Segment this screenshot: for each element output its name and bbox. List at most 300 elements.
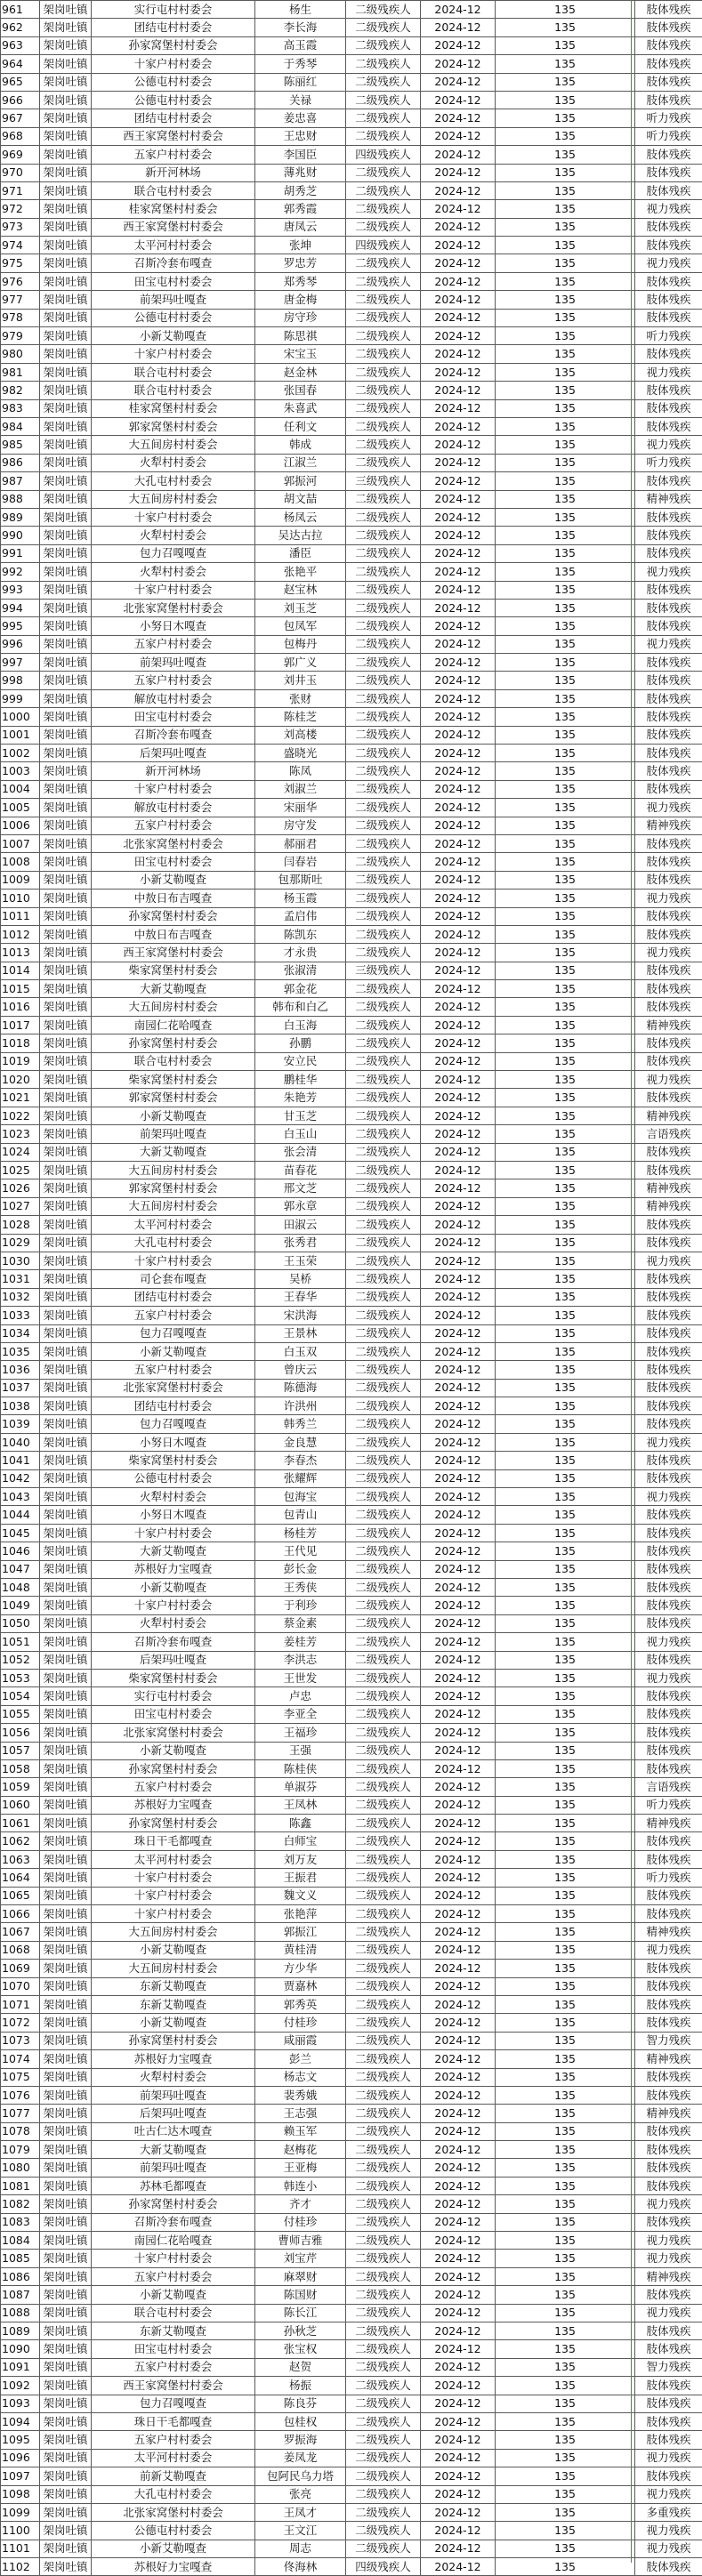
cell-index: 1079 [1,2141,40,2159]
cell-name: 房守发 [255,817,346,834]
cell-month: 2024-12 [421,2177,496,2194]
cell-town: 架岗吐镇 [40,1724,92,1742]
cell-amount: 135 [496,2431,635,2449]
cell-type: 精神残疾 [635,1016,702,1034]
cell-name: 于秀琴 [255,55,346,73]
cell-index: 1014 [1,962,40,979]
cell-index: 1066 [1,1905,40,1923]
cell-month: 2024-12 [421,1995,496,2013]
cell-type: 肢体残疾 [635,237,702,254]
cell-type: 肢体残疾 [635,1887,702,1904]
cell-town: 架岗吐镇 [40,36,92,54]
cell-index: 1087 [1,2286,40,2304]
cell-index: 1035 [1,1342,40,1360]
cell-index: 985 [1,436,40,454]
cell-type: 肢体残疾 [635,1850,702,1868]
cell-village: 团结屯村村委会 [92,19,255,36]
table-row [1,363,702,381]
table-row [1,907,702,925]
cell-type: 肢体残疾 [635,146,702,164]
cell-amount: 135 [496,2195,635,2213]
cell-village: 大五间房村村委会 [92,436,255,454]
cell-town: 架岗吐镇 [40,2141,92,2159]
cell-name: 张艳萍 [255,1905,346,1923]
cell-month: 2024-12 [421,454,496,471]
cell-name: 郭振河 [255,472,346,490]
cell-type: 视力残疾 [635,2485,702,2503]
cell-village: 孙家窝堡村村委会 [92,907,255,925]
cell-town: 架岗吐镇 [40,1270,92,1288]
cell-month: 2024-12 [421,1524,496,1542]
cell-index: 1045 [1,1524,40,1542]
cell-type: 精神残疾 [635,490,702,508]
cell-amount: 135 [496,2014,635,2032]
cell-amount: 135 [496,2304,635,2322]
cell-village: 孙家窝堡村村委会 [92,1034,255,1052]
cell-town: 架岗吐镇 [40,2395,92,2412]
cell-grade: 二级残疾人 [346,1778,421,1796]
cell-village: 郭家窝堡村村委会 [92,1179,255,1197]
cell-index: 1091 [1,2358,40,2376]
cell-amount: 135 [496,1850,635,1868]
cell-index: 1054 [1,1687,40,1705]
cell-type: 肢体残疾 [635,581,702,599]
cell-grade: 四级残疾人 [346,237,421,254]
cell-village: 珠日干毛都嘎查 [92,2412,255,2430]
cell-type: 言语残疾 [635,1778,702,1796]
cell-grade: 二级残疾人 [346,1288,421,1306]
cell-village: 田宝屯村村委会 [92,853,255,871]
cell-village: 柴家窝堡村村委会 [92,962,255,979]
cell-village: 小新艾勒嘎查 [92,327,255,345]
cell-type: 肢体残疾 [635,1361,702,1379]
cell-amount: 135 [496,925,635,943]
table-row [1,1307,702,1324]
cell-grade: 二级残疾人 [346,1125,421,1143]
table-row [1,1252,702,1269]
cell-amount: 135 [496,2159,635,2177]
cell-name: 郑秀琴 [255,272,346,290]
cell-amount: 135 [496,1162,635,1179]
cell-village: 前架玛吐嘎查 [92,2086,255,2104]
cell-amount: 135 [496,1995,635,2013]
cell-village: 苏根好力宝嘎查 [92,1560,255,1578]
cell-town: 架岗吐镇 [40,2540,92,2557]
cell-town: 架岗吐镇 [40,1197,92,1215]
cell-grade: 二级残疾人 [346,2232,421,2250]
cell-month: 2024-12 [421,1597,496,1614]
cell-grade: 二级残疾人 [346,109,421,127]
cell-index: 1032 [1,1288,40,1306]
cell-amount: 135 [496,1216,635,1234]
cell-name: 包海宝 [255,1488,346,1506]
cell-type: 精神残疾 [635,817,702,834]
cell-amount: 135 [496,635,635,653]
cell-town: 架岗吐镇 [40,127,92,145]
cell-village: 火犁村村委会 [92,1488,255,1506]
cell-type: 肢体残疾 [635,1832,702,1850]
cell-grade: 二级残疾人 [346,745,421,762]
table-row [1,2467,702,2485]
cell-month: 2024-12 [421,218,496,236]
cell-town: 架岗吐镇 [40,817,92,834]
cell-town: 架岗吐镇 [40,490,92,508]
cell-name: 包阿民乌力塔 [255,2467,346,2485]
cell-index: 1004 [1,780,40,798]
table-row [1,1506,702,1524]
cell-amount: 135 [496,91,635,109]
cell-grade: 二级残疾人 [346,1179,421,1197]
cell-grade: 二级残疾人 [346,2141,421,2159]
cell-village: 前架玛吐嘎查 [92,291,255,309]
cell-grade: 二级残疾人 [346,1052,421,1070]
cell-village: 苏林毛都嘎查 [92,2177,255,2194]
cell-town: 架岗吐镇 [40,2267,92,2285]
cell-grade: 二级残疾人 [346,1687,421,1705]
table-row [1,2340,702,2358]
cell-village: 后架玛吐嘎查 [92,1651,255,1669]
cell-grade: 二级残疾人 [346,1016,421,1034]
cell-index: 992 [1,563,40,581]
table-row [1,254,702,272]
cell-village: 联合屯村村委会 [92,363,255,381]
table-row [1,871,702,889]
cell-village: 前架玛吐嘎查 [92,1125,255,1143]
table-row [1,853,702,871]
cell-name: 郭永章 [255,1197,346,1215]
cell-month: 2024-12 [421,2159,496,2177]
cell-amount: 135 [496,726,635,744]
cell-index: 1098 [1,2485,40,2503]
cell-type: 肢体残疾 [635,544,702,562]
cell-index: 1044 [1,1506,40,1524]
cell-index: 1037 [1,1379,40,1397]
table-row [1,890,702,907]
cell-grade: 二级残疾人 [346,1034,421,1052]
cell-amount: 135 [496,417,635,435]
cell-amount: 135 [496,1742,635,1759]
cell-village: 中敖日布吉嘎查 [92,925,255,943]
cell-village: 苏根好力宝嘎查 [92,1796,255,1814]
cell-index: 972 [1,200,40,218]
cell-name: 苗春花 [255,1162,346,1179]
cell-amount: 135 [496,745,635,762]
table-row [1,1995,702,2013]
cell-village: 十家户村村委会 [92,1597,255,1614]
cell-index: 1017 [1,1016,40,1034]
cell-index: 1027 [1,1197,40,1215]
cell-month: 2024-12 [421,436,496,454]
cell-index: 1072 [1,2014,40,2032]
cell-town: 架岗吐镇 [40,2050,92,2068]
table-row [1,2195,702,2213]
table-row [1,2050,702,2068]
cell-village: 田宝屯村村委会 [92,1705,255,1723]
cell-type: 肢体残疾 [635,762,702,780]
table-row [1,55,702,73]
cell-type: 肢体残疾 [635,708,702,726]
cell-grade: 二级残疾人 [346,291,421,309]
cell-type: 肢体残疾 [635,1705,702,1723]
cell-grade: 二级残疾人 [346,55,421,73]
cell-name: 刘淑兰 [255,780,346,798]
cell-town: 架岗吐镇 [40,2105,92,2122]
cell-name: 曾庆云 [255,1361,346,1379]
cell-index: 1089 [1,2322,40,2340]
cell-village: 柴家窝堡村村委会 [92,1452,255,1469]
cell-name: 张宝权 [255,2340,346,2358]
cell-month: 2024-12 [421,654,496,672]
cell-month: 2024-12 [421,2395,496,2412]
cell-amount: 135 [496,2177,635,2194]
cell-index: 1085 [1,2250,40,2267]
cell-type: 肢体残疾 [635,2467,702,2485]
cell-town: 架岗吐镇 [40,2485,92,2503]
cell-amount: 135 [496,164,635,181]
cell-name: 王振君 [255,1869,346,1887]
table-row [1,1179,702,1197]
cell-name: 包青山 [255,1506,346,1524]
cell-town: 架岗吐镇 [40,853,92,871]
cell-village: 孙家窝堡村村委会 [92,2032,255,2049]
table-row [1,1379,702,1397]
cell-town: 架岗吐镇 [40,472,92,490]
cell-village: 北张家窝堡村村委会 [92,599,255,616]
cell-name: 刘玉芝 [255,599,346,616]
cell-amount: 135 [496,2485,635,2503]
cell-amount: 135 [496,834,635,852]
cell-name: 孟启伟 [255,907,346,925]
cell-town: 架岗吐镇 [40,1687,92,1705]
cell-index: 994 [1,599,40,616]
cell-grade: 二级残疾人 [346,925,421,943]
cell-village: 十家户村村委会 [92,345,255,363]
cell-month: 2024-12 [421,1633,496,1651]
table-row [1,1633,702,1651]
cell-month: 2024-12 [421,1614,496,1632]
cell-month: 2024-12 [421,1542,496,1560]
cell-type: 肢体残疾 [635,672,702,689]
cell-type: 视力残疾 [635,1252,702,1269]
cell-type: 肢体残疾 [635,417,702,435]
cell-type: 视力残疾 [635,2540,702,2557]
cell-amount: 135 [496,563,635,581]
cell-village: 大五间房村村委会 [92,1197,255,1215]
cell-amount: 135 [496,1560,635,1578]
cell-village: 十家户村村委会 [92,1887,255,1904]
cell-grade: 二级残疾人 [346,1506,421,1524]
cell-village: 苏根好力宝嘎查 [92,2050,255,2068]
cell-grade: 二级残疾人 [346,1324,421,1342]
cell-type: 肢体残疾 [635,1052,702,1070]
cell-amount: 135 [496,2068,635,2086]
cell-month: 2024-12 [421,1361,496,1379]
table-row [1,127,702,145]
cell-grade: 二级残疾人 [346,1614,421,1632]
cell-name: 包那斯吐 [255,871,346,889]
cell-amount: 135 [496,1234,635,1252]
cell-amount: 135 [496,1960,635,1977]
cell-amount: 135 [496,291,635,309]
cell-amount: 135 [496,363,635,381]
cell-amount: 135 [496,1,635,19]
cell-type: 多重残疾 [635,2503,702,2521]
cell-village: 团结屯村村委会 [92,109,255,127]
table-row [1,745,702,762]
table-row [1,1905,702,1923]
table-row [1,2122,702,2140]
cell-name: 彭兰 [255,2050,346,2068]
cell-village: 十家户村村委会 [92,2250,255,2267]
cell-name: 彭长金 [255,1560,346,1578]
table-row [1,1361,702,1379]
cell-index: 1101 [1,2540,40,2557]
cell-amount: 135 [496,327,635,345]
cell-index: 1063 [1,1850,40,1868]
cell-amount: 135 [496,19,635,36]
cell-name: 郭广义 [255,654,346,672]
cell-type: 肢体残疾 [635,2431,702,2449]
cell-amount: 135 [496,799,635,817]
table-row [1,472,702,490]
cell-type: 肢体残疾 [635,2159,702,2177]
table-row [1,309,702,326]
cell-month: 2024-12 [421,1179,496,1197]
cell-amount: 135 [496,1361,635,1379]
cell-index: 1010 [1,890,40,907]
table-row [1,689,702,707]
cell-type: 视力残疾 [635,436,702,454]
cell-index: 1025 [1,1162,40,1179]
cell-month: 2024-12 [421,925,496,943]
cell-amount: 135 [496,2467,635,2485]
cell-name: 杨玉霞 [255,890,346,907]
cell-grade: 二级残疾人 [346,2086,421,2104]
cell-month: 2024-12 [421,382,496,399]
cell-grade: 三级残疾人 [346,962,421,979]
cell-index: 968 [1,127,40,145]
cell-index: 997 [1,654,40,672]
cell-type: 肢体残疾 [635,382,702,399]
table-row [1,2232,702,2250]
cell-town: 架岗吐镇 [40,1869,92,1887]
cell-amount: 135 [496,272,635,290]
cell-month: 2024-12 [421,1143,496,1161]
table-row [1,1288,702,1306]
cell-month: 2024-12 [421,581,496,599]
cell-index: 1061 [1,1815,40,1832]
table-row [1,2068,702,2086]
cell-amount: 135 [496,1869,635,1887]
cell-village: 后架玛吐嘎查 [92,2105,255,2122]
cell-month: 2024-12 [421,1578,496,1596]
cell-village: 团结屯村村委会 [92,1288,255,1306]
cell-type: 肢体残疾 [635,853,702,871]
cell-month: 2024-12 [421,871,496,889]
cell-month: 2024-12 [421,1270,496,1288]
cell-index: 1058 [1,1759,40,1777]
cell-month: 2024-12 [421,980,496,998]
cell-amount: 135 [496,1977,635,1995]
cell-grade: 二级残疾人 [346,2213,421,2231]
cell-month: 2024-12 [421,708,496,726]
cell-name: 房守珍 [255,309,346,326]
cell-type: 听力残疾 [635,109,702,127]
cell-type: 肢体残疾 [635,1342,702,1360]
cell-type: 精神残疾 [635,1107,702,1124]
cell-type: 肢体残疾 [635,1977,702,1995]
table-row [1,998,702,1016]
table-row [1,417,702,435]
cell-month: 2024-12 [421,2449,496,2467]
cell-type: 肢体残疾 [635,1524,702,1542]
cell-village: 火犁村村委会 [92,527,255,544]
cell-village: 火犁村村委会 [92,2068,255,2086]
cell-grade: 二级残疾人 [346,1869,421,1887]
cell-month: 2024-12 [421,127,496,145]
cell-town: 架岗吐镇 [40,1705,92,1723]
cell-amount: 135 [496,399,635,417]
cell-amount: 135 [496,1307,635,1324]
cell-grade: 二级残疾人 [346,91,421,109]
cell-index: 1064 [1,1869,40,1887]
cell-grade: 二级残疾人 [346,1433,421,1451]
cell-grade: 二级残疾人 [346,2286,421,2304]
cell-town: 架岗吐镇 [40,2503,92,2521]
cell-town: 架岗吐镇 [40,399,92,417]
cell-month: 2024-12 [421,1887,496,1904]
cell-town: 架岗吐镇 [40,1143,92,1161]
cell-month: 2024-12 [421,1107,496,1124]
cell-name: 刘高楼 [255,726,346,744]
cell-name: 安立民 [255,1052,346,1070]
cell-index: 1041 [1,1452,40,1469]
cell-amount: 135 [496,2377,635,2395]
cell-village: 小新艾勒嘎查 [92,1742,255,1759]
cell-month: 2024-12 [421,36,496,54]
cell-amount: 135 [496,2558,635,2576]
cell-amount: 135 [496,1197,635,1215]
cell-type: 肢体残疾 [635,36,702,54]
cell-town: 架岗吐镇 [40,1887,92,1904]
cell-amount: 135 [496,1016,635,1034]
cell-town: 架岗吐镇 [40,581,92,599]
cell-grade: 二级残疾人 [346,1307,421,1324]
cell-index: 1040 [1,1433,40,1451]
table-row [1,2503,702,2521]
cell-index: 980 [1,345,40,363]
cell-name: 付桂珍 [255,2014,346,2032]
cell-amount: 135 [496,689,635,707]
cell-type: 肢体残疾 [635,164,702,181]
cell-amount: 135 [496,708,635,726]
cell-name: 黄桂清 [255,1941,346,1959]
cell-village: 五家户村村委会 [92,146,255,164]
cell-name: 鹏桂华 [255,1071,346,1089]
table-row [1,1705,702,1723]
cell-name: 张亮 [255,2485,346,2503]
cell-amount: 135 [496,1433,635,1451]
cell-type: 视力残疾 [635,890,702,907]
cell-name: 王凤才 [255,2503,346,2521]
cell-village: 十家户村村委会 [92,581,255,599]
table-row [1,1887,702,1904]
cell-name: 周志 [255,2540,346,2557]
cell-type: 肢体残疾 [635,1995,702,2013]
cell-month: 2024-12 [421,2250,496,2267]
cell-town: 架岗吐镇 [40,2467,92,2485]
cell-type: 肢体残疾 [635,291,702,309]
